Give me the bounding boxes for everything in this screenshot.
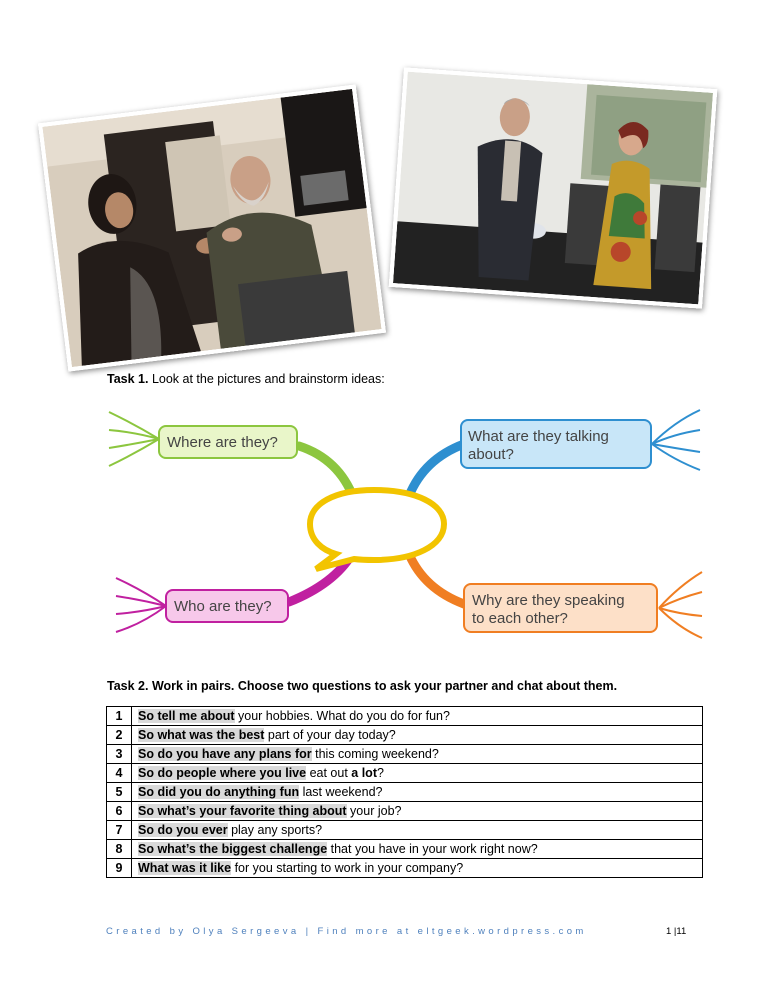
table-row <box>107 802 703 821</box>
label-why-1: Why are they speaking <box>472 592 625 609</box>
question-number: 9 <box>107 859 132 878</box>
question-number: 2 <box>107 726 132 745</box>
question-number: 8 <box>107 840 132 859</box>
task1-instruction <box>107 372 385 386</box>
label-who: Who are they? <box>174 598 272 615</box>
question-rest: eat out <box>306 766 352 780</box>
photo-standing-chat <box>389 67 718 308</box>
table-row <box>107 821 703 840</box>
brainstorm-mindmap <box>104 404 704 654</box>
question-cell <box>132 802 703 821</box>
footer-credit: Created by Olya Sergeeva | Find more at eltgeek.wordpress.com <box>106 926 587 937</box>
task2-text: Work in pairs. Choose two questions to ask your partner and chat about them. <box>151 679 618 693</box>
question-rest: that you have in your work right now? <box>327 842 538 856</box>
question-number: 3 <box>107 745 132 764</box>
question-phrase: So do people where you live <box>138 766 307 780</box>
table-row <box>107 859 703 878</box>
question-cell <box>132 726 703 745</box>
twigs-why <box>659 572 702 638</box>
question-phrase-2: a lot <box>351 766 377 780</box>
question-rest: play any sports? <box>227 823 323 837</box>
twigs-where <box>109 412 159 466</box>
branch-what <box>409 444 464 496</box>
question-phrase: So tell me about <box>138 709 235 723</box>
question-cell <box>132 764 703 783</box>
twigs-what <box>652 410 700 470</box>
question-phrase: So what was the best <box>138 728 265 742</box>
question-phrase: What was it like <box>138 861 232 875</box>
question-cell <box>132 821 703 840</box>
question-rest: part of your day today? <box>264 728 396 742</box>
question-cell <box>132 707 703 726</box>
label-why-2: to each other? <box>472 610 568 627</box>
question-number: 5 <box>107 783 132 802</box>
label-where: Where are they? <box>167 434 278 451</box>
question-cell <box>132 859 703 878</box>
table-row <box>107 745 703 764</box>
questions-table <box>106 706 703 878</box>
label-what-2: about? <box>468 446 514 463</box>
task2-instruction <box>107 679 617 693</box>
question-rest: last weekend? <box>299 785 383 799</box>
question-rest: this coming weekend? <box>311 747 439 761</box>
question-phrase: So do you have any plans for <box>138 747 312 761</box>
page-number: 1 |11 <box>666 926 687 937</box>
task2-label: Task 2. <box>107 679 149 693</box>
question-cell <box>132 745 703 764</box>
question-phrase: So what’s the biggest challenge <box>138 842 328 856</box>
question-number: 6 <box>107 802 132 821</box>
question-cell <box>132 783 703 802</box>
table-row <box>107 707 703 726</box>
question-rest: for you starting to work in your company? <box>231 861 464 875</box>
table-row <box>107 764 703 783</box>
table-row <box>107 840 703 859</box>
twigs-who <box>116 578 166 632</box>
label-what-1: What are they talking <box>468 428 609 445</box>
question-rest: your job? <box>346 804 402 818</box>
table-row <box>107 783 703 802</box>
task1-text: Look at the pictures and brainstorm ideas: <box>151 372 385 386</box>
center-speech-bubble <box>310 490 444 569</box>
task1-label: Task 1. <box>107 372 149 386</box>
question-number: 7 <box>107 821 132 840</box>
question-phrase: So did you do anything fun <box>138 785 300 799</box>
question-rest-2: ? <box>376 766 384 780</box>
question-number: 4 <box>107 764 132 783</box>
question-phrase: So do you ever <box>138 823 228 837</box>
question-cell <box>132 840 703 859</box>
table-row <box>107 726 703 745</box>
branch-why <box>409 554 464 604</box>
photo-seated-conversation <box>38 84 386 371</box>
question-phrase: So what’s your favorite thing about <box>138 804 347 818</box>
question-number: 1 <box>107 707 132 726</box>
question-rest: your hobbies. What do you do for fun? <box>234 709 450 723</box>
